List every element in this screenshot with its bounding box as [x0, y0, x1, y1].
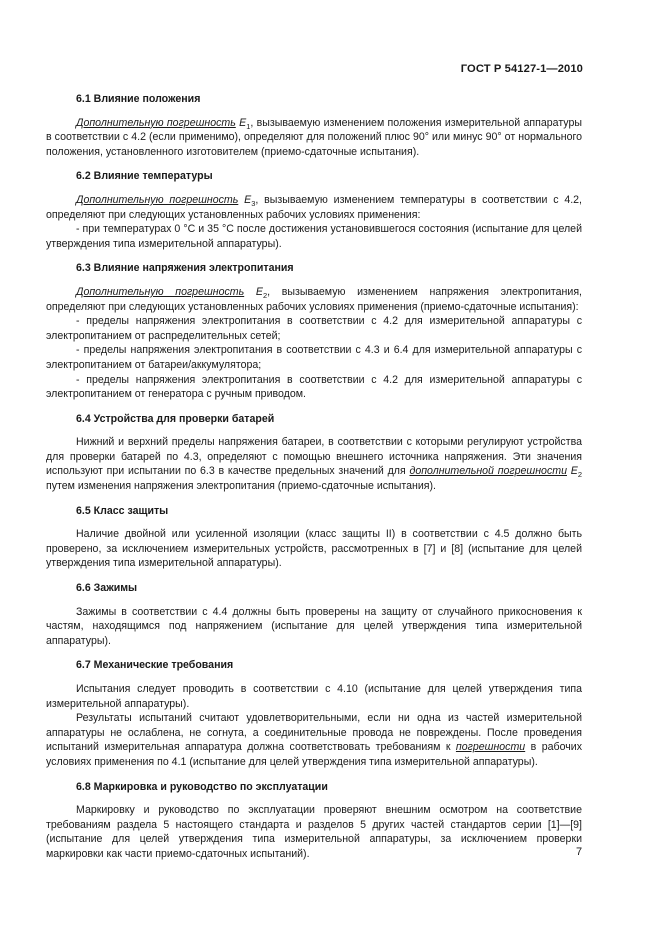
section-title: 6.4 Устройства для проверки батарей [76, 412, 275, 425]
section [46, 412, 582, 504]
paragraph [46, 222, 582, 251]
section [46, 169, 582, 261]
document-header: ГОСТ Р 54127-1—2010 [460, 63, 583, 75]
paragraph [46, 116, 582, 160]
text-run: Результаты испытаний считают удовлетворительными, если ни одна из частей измерительной аппаратуры не ослаблена, не согнута, а соединительные провода не повреждены. После проведения испытаний измерительная аппаратура должна соответствовать требованиям к [46, 712, 582, 754]
paragraph [46, 605, 582, 649]
paragraph [46, 373, 582, 402]
symbol-text: 2 [577, 470, 582, 480]
text-run: путем изменения напряжения электропитания (приемо-сдаточные испытания). [46, 480, 436, 493]
term-link-text: дополнительной погрешности [409, 465, 567, 478]
section-title: 6.2 Влияние температуры [76, 170, 213, 183]
term-link-text: погрешности [455, 741, 526, 754]
text-run: Маркировку и руководство по эксплуатации проверяют внешним осмотром на соответствие требованиям раздела 5 настоящего стандарта и разделов 5 других частей стандартов серии [1]—[9] (испытание для целей утверждения типа измерительной аппаратуры, за исключением проверки маркировки как части приемо-сдаточных испытаний). [46, 804, 582, 860]
document-body [46, 92, 582, 862]
text-run: Нижний и верхний пределы напряжения батареи, в соответствии с которыми регулируют устройства для проверки батарей по 4.3, определяют с помощью внешнего источника напряжения. Эти значения используют при испытании по 6.3 в качестве предельных значений для [46, 436, 582, 478]
section-gap [46, 770, 582, 780]
paragraph [46, 527, 582, 571]
paragraph [46, 193, 582, 222]
text-run: Зажимы в соответствии с 4.4 должны быть проверены на защиту от случайного прикосновения к частям, находящимся под напряжением (испытание для целей утверждения типа измерительной аппаратуры). [46, 605, 582, 647]
section [46, 504, 582, 581]
symbol-text: E [244, 193, 252, 206]
section-title: 6.5 Класс защиты [76, 504, 169, 517]
symbol-text: 1 [246, 121, 251, 131]
section-gap [46, 494, 582, 504]
paragraph [46, 803, 582, 861]
section-gap [46, 648, 582, 658]
text-run: в рабочих условиях применения по 4.1 (испытание для целей утверждения типа измерительной аппаратуры). [46, 741, 582, 768]
paragraph [46, 435, 582, 493]
term-link-text: Дополнительную погрешность [76, 116, 236, 129]
paragraph [46, 314, 582, 343]
text-run: Испытания следует проводить в соответствии с 4.10 (испытание для целей утверждения типа измерительной аппаратуры). [46, 683, 582, 710]
section [46, 261, 582, 411]
section-title: 6.1 Влияние положения [76, 93, 201, 105]
symbol-text: 3 [251, 199, 256, 209]
section-gap [46, 402, 582, 412]
paragraph [46, 285, 582, 314]
text-run: Наличие двойной или усиленной изоляции (класс защиты II) в соответствии с 4.5 должно быть проверено, за исключением измерительных устройств, рассмотренных в [7] и [8] (испытание для целей утверждения типа измерительной аппаратуры). [46, 528, 582, 570]
page-number: 7 [576, 846, 583, 858]
section-title: 6.3 Влияние напряжения электропитания [76, 262, 294, 275]
paragraph [46, 682, 582, 711]
text-run: - пределы напряжения электропитания в соответствии с 4.3 и 6.4 для измерительной аппаратуры с электропитанием от батареи/аккумулятора; [46, 344, 582, 371]
section-title: 6.8 Маркировка и руководство по эксплуатации [76, 780, 328, 793]
section [46, 581, 582, 658]
symbol-text: 2 [262, 291, 268, 301]
text-run: , вызываемую изменением положения измерительной аппаратуры в соответствии с 4.2 (если применимо), определяют для положений плюс 90° или минус 90° от нормального положения, установленного изготовителем (приемо-сдаточные испытания). [46, 116, 582, 158]
symbol-text: E [255, 285, 263, 298]
text-run: , вызываемую изменением температуры в соответствии с 4.2, определяют при следующих установленных рабочих условиях применения: [46, 193, 582, 221]
text-run: - пределы напряжения электропитания в соответствии с 4.2 для измерительной аппаратуры с электропитанием от распределительных сетей; [46, 315, 582, 342]
section-title: 6.7 Механические требования [76, 659, 234, 672]
section-gap [46, 251, 582, 261]
term-link-text: Дополнительную погрешность [76, 193, 239, 206]
section-title: 6.6 Зажимы [76, 582, 138, 595]
text-run: - при температурах 0 °С и 35 °С после достижения установившегося состояния (испытание для целей утверждения типа измерительной аппаратуры). [46, 223, 582, 250]
section [46, 92, 582, 169]
section [46, 780, 582, 862]
text-run [244, 286, 256, 298]
section-gap [46, 571, 582, 581]
section-gap [46, 159, 582, 169]
text-run: - пределы напряжения электропитания в соответствии с 4.2 для измерительной аппаратуры с электропитанием от генератора с ручным приводом. [46, 373, 582, 401]
symbol-text: E [570, 465, 578, 478]
paragraph [46, 343, 582, 372]
text-run: , вызываемую изменением напряжения электропитания, определяют при следующих установленных рабочих условиях применения (приемо-сдаточные испытания): [46, 285, 582, 313]
section [46, 658, 582, 779]
paragraph [46, 711, 582, 769]
term-link-text: Дополнительную погрешность [76, 285, 245, 298]
symbol-text: E [239, 116, 247, 129]
